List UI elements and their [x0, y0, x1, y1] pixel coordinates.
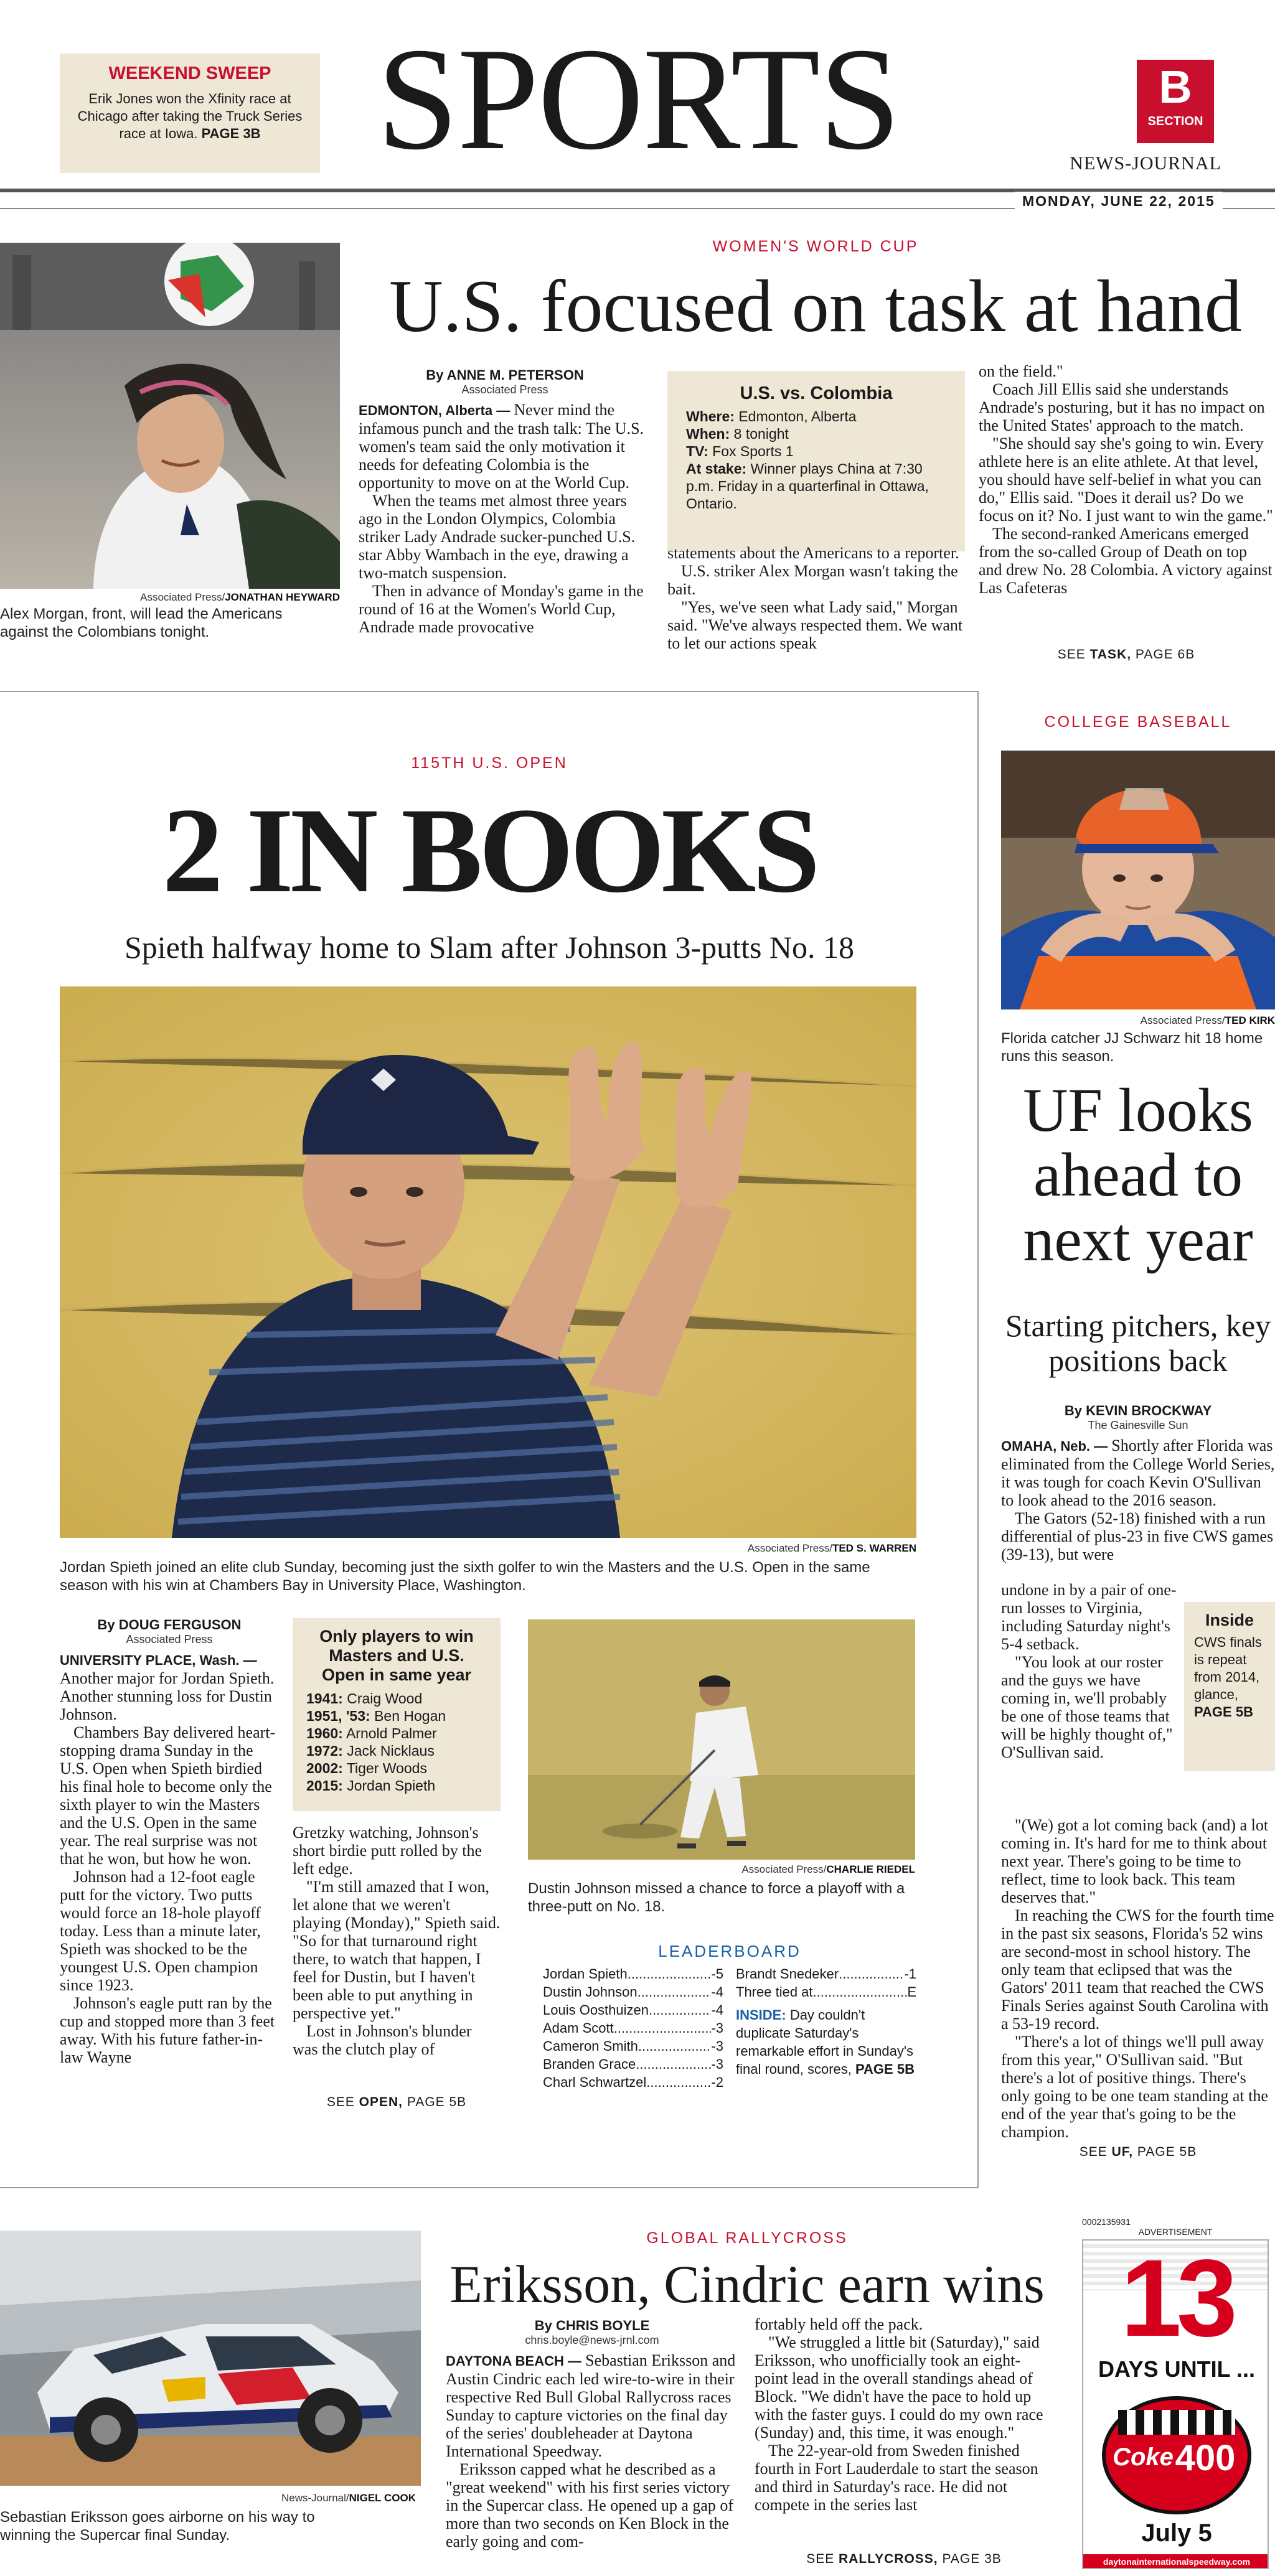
player-name: Branden Grace	[543, 2056, 636, 2072]
winners-list	[306, 1690, 487, 1794]
headline-rally[interactable]: Eriksson, Cindric earn wins	[449, 2254, 1045, 2314]
caption-wwc: Alex Morgan, front, will lead the Americans against the Colombians tonight.	[0, 606, 283, 640]
paragraph-text: "You look at our roster and the guys we have coming in, we'll probably be one of those teams that will be highly thought of," O'Sullivan said.	[1001, 1653, 1173, 1761]
player-score: -4	[711, 1984, 723, 2000]
caption-rally: Sebastian Eriksson goes airborne on his way to winning the Supercar final Sunday.	[0, 2509, 315, 2544]
photo-rallycross	[0, 2231, 421, 2486]
leader-dots	[636, 2055, 711, 2073]
leaderboard-row	[543, 1983, 723, 2001]
leaderboard-row	[543, 2073, 723, 2091]
uf-col-top	[1001, 1436, 1275, 1563]
paragraph	[755, 2333, 1053, 2442]
paragraph	[1001, 1581, 1182, 1653]
dateline: DAYTONA BEACH —	[446, 2353, 586, 2369]
player-name: Jordan Spieth	[543, 1966, 628, 1982]
winner-name: Jack Nicklaus	[347, 1743, 435, 1759]
byline-wwc: By ANNE M. PETERSON Associated Press	[426, 367, 584, 396]
kicker-wwc: WOMEN'S WORLD CUP	[712, 238, 919, 255]
paragraph	[293, 1878, 501, 2022]
issue-date: MONDAY, JUNE 22, 2015	[1015, 192, 1223, 211]
paragraph	[979, 525, 1274, 597]
winner-name: Tiger Woods	[346, 1760, 427, 1776]
player-score: -4	[711, 2002, 723, 2018]
paragraph	[60, 1994, 281, 2066]
dateline: UNIVERSITY PLACE, Wash. —	[60, 1652, 257, 1668]
paragraph	[446, 2351, 738, 2460]
winner-row	[306, 1777, 487, 1794]
uf-inside-box[interactable]	[1184, 1602, 1275, 1771]
ad-brand: Coke	[1113, 2443, 1174, 2471]
ad-coke-400[interactable]	[1082, 2239, 1269, 2569]
paragraph	[1001, 1816, 1275, 1906]
see-uf-link[interactable]: SEE UF, PAGE 5B	[1079, 2145, 1197, 2159]
leaderboard-right	[736, 1965, 916, 2001]
player-name: Louis Oosthuizen	[543, 2002, 649, 2018]
kicker-rally: GLOBAL RALLYCROSS	[646, 2229, 848, 2247]
kicker-uf: COLLEGE BASEBALL	[1044, 713, 1232, 731]
winner-row	[306, 1707, 487, 1725]
paragraph-text: Johnson had a 12-foot eagle putt for the victory. Two putts would force an 18-hole playoff today. Less than a minute later, Spieth was shocked to be the youngest U.S. Open champion since 1923.	[60, 1868, 261, 1994]
winners-box-title: Only players to win Masters and U.S. Open in same year	[319, 1627, 474, 1684]
paragraph-text: Then in advance of Monday's game in the round of 16 at the Women's World Cup, Andrade made provocative	[359, 582, 644, 636]
paragraph	[1001, 1436, 1275, 1509]
uf-inside-title: Inside	[1205, 1611, 1254, 1629]
paragraph	[979, 434, 1274, 525]
leaderboard-row	[543, 1965, 723, 1983]
player-score: -5	[711, 1966, 723, 1982]
promo-box[interactable]	[60, 54, 320, 173]
leaderboard-title: LEADERBOARD	[658, 1942, 801, 1960]
ad-url: daytonainternationalspeedway.com	[1083, 2554, 1269, 2569]
see-rally-link[interactable]: SEE RALLYCROSS, PAGE 3B	[806, 2552, 1002, 2566]
dateline: EDMONTON, Alberta —	[359, 403, 514, 418]
winner-row	[306, 1759, 487, 1777]
headline-wwc[interactable]: U.S. focused on task at hand	[389, 265, 1242, 347]
leader-dots	[813, 1983, 908, 2001]
paragraph	[755, 2315, 1053, 2333]
rally-col1	[446, 2351, 738, 2550]
paragraph-text: "I'm still amazed that I won, let alone that we weren't playing (Monday)," Spieth said. "So for that turnaround right there, to watch that happen, I feel for Dustin, but I haven't been able to put anything in perspective yet."	[293, 1878, 501, 2022]
byline-open: By DOUG FERGUSON Associated Press	[97, 1617, 242, 1646]
caption-dj: Dustin Johnson missed a chance to force a playoff with a three-putt on No. 18.	[528, 1880, 905, 1915]
ad-id: 0002135931	[1082, 2217, 1131, 2227]
leader-dots	[839, 1965, 904, 1983]
deck-open: Spieth halfway home to Slam after Johnson 3-putts No. 18	[124, 930, 855, 965]
winners-box	[293, 1618, 501, 1811]
photo-credit-wwc: Associated Press/JONATHAN HEYWARD	[140, 591, 340, 603]
open-col2	[293, 1824, 501, 2058]
paragraph	[1001, 2033, 1275, 2141]
paragraph-text: U.S. striker Alex Morgan wasn't taking the bait.	[667, 562, 958, 598]
leaderboard-row	[736, 1965, 916, 1983]
paragraph-text: fortably held off the pack.	[755, 2315, 923, 2333]
baseball-photo	[1001, 751, 1275, 1009]
ad-days: DAYS UNTIL ...	[1098, 2356, 1256, 2382]
caption-uf: Florida catcher JJ Schwarz hit 18 home runs this season.	[1001, 1030, 1263, 1065]
paragraph-text: The 22-year-old from Sweden finished fourth in Fort Lauderdale to start the season and third in Saturday's race. He did not compete in the series last	[755, 2442, 1038, 2514]
promo-text: Erik Jones won the Xfinity race at Chicago after taking the Truck Series race at Iowa. PAGE 3B	[77, 91, 303, 141]
paragraph-text: Gretzky watching, Johnson's short birdie putt rolled by the left edge.	[293, 1824, 482, 1878]
photo-alex-morgan	[0, 243, 340, 589]
byline-rally: By CHRIS BOYLE chris.boyle@news-jrnl.com	[525, 2318, 659, 2346]
paragraph-text: Lost in Johnson's blunder was the clutch play of	[293, 2022, 472, 2058]
paragraph	[359, 401, 654, 492]
kicker-open: 115TH U.S. OPEN	[411, 754, 568, 772]
photo-credit-uf: Associated Press/TED KIRK	[1140, 1014, 1275, 1026]
paragraph-text: undone in by a pair of one-run losses to Virginia, including Saturday night's 5-4 setback.	[1001, 1581, 1177, 1653]
player-name: Dustin Johnson	[543, 1984, 638, 2000]
see-task-link[interactable]: SEE TASK, PAGE 6B	[1057, 647, 1195, 662]
section-letter: B	[1159, 61, 1192, 113]
paragraph	[755, 2442, 1053, 2514]
rally-col2	[755, 2315, 1053, 2514]
paragraph-text: "She should say she's going to win. Every athlete here is an elite athlete. At that level, you should have self-belief in what you can do," Ellis said. "Does it derail us? Do we focus on it? No. I just want to win the game."	[979, 434, 1273, 525]
paragraph	[60, 1651, 281, 1723]
photo-credit-dj: Associated Press/CHARLIE RIEDEL	[741, 1863, 915, 1875]
paragraph	[60, 1723, 281, 1868]
player-name: Adam Scott	[543, 2020, 614, 2036]
wwc-col1	[359, 401, 654, 636]
dateline: OMAHA, Neb. —	[1001, 1438, 1112, 1454]
leaderboard	[543, 1942, 916, 2091]
paragraph-text: Eriksson capped what he described as a "great weekend" with his first series victory in the Supercar class. He opened up a gap of more than two seconds on Ken Block in the early going and com-	[446, 2460, 734, 2550]
player-score: -3	[711, 2038, 723, 2054]
winner-year: 1941:	[306, 1690, 343, 1707]
winner-name: Craig Wood	[347, 1690, 423, 1707]
player-score: -2	[711, 2074, 723, 2090]
player-name: Brandt Snedeker	[736, 1966, 839, 1982]
checkered-flag-icon	[1118, 2410, 1235, 2435]
wwc-factbox	[667, 371, 965, 551]
paragraph-text: Never mind the infamous punch and the trash talk: The U.S. women's team said the only motivation it needs for defeating Colombia is the opportunity to move on at the World Cup.	[359, 401, 644, 492]
wwc-col3	[979, 362, 1274, 597]
ad-date: July 5	[1141, 2519, 1212, 2547]
paragraph	[979, 362, 1274, 380]
player-score: -3	[711, 2056, 723, 2072]
winner-year: 2002:	[306, 1760, 343, 1776]
uf-col-narrow	[1001, 1581, 1182, 1761]
winner-name: Ben Hogan	[374, 1708, 446, 1724]
leaderboard-row	[543, 2019, 723, 2037]
leaderboard-row	[543, 2001, 723, 2019]
paragraph-text: Another major for Jordan Spieth. Another stunning loss for Dustin Johnson.	[60, 1669, 275, 1723]
paragraph	[293, 2022, 501, 2058]
winner-name: Jordan Spieth	[347, 1777, 436, 1794]
photo-credit-open: Associated Press/TED S. WARREN	[747, 1542, 916, 1554]
factbox-when: When: 8 tonight	[686, 426, 789, 442]
leaderboard-row	[543, 2055, 723, 2073]
paragraph-text: Sebastian Eriksson and Austin Cindric each led wire-to-wire in their respective Red Bull Global Rallycross races Sunday to capture victories on the final day of the series' doubleheader at Daytona International Speedway.	[446, 2351, 736, 2460]
section-badge	[1137, 60, 1214, 143]
winner-row	[306, 1725, 487, 1742]
caption-open: Jordan Spieth joined an elite club Sunday, becoming just the sixth golfer to win the Masters and the U.S. Open in the same season with his win at Chambers Bay in University Place, Washington.	[60, 1559, 870, 1594]
leader-dots	[646, 2073, 711, 2091]
paragraph	[1001, 1906, 1275, 2033]
winner-year: 1972:	[306, 1743, 343, 1759]
paragraph-text: "We struggled a little bit (Saturday)," said Eriksson, who unofficially took an eight-point lead in the overall standings ahead of Block. "We didn't have the pace to hold up with the faster guys. I could do my own race (Sunday) and, this time, it was enough."	[755, 2333, 1043, 2442]
paragraph-text: on the field."	[979, 362, 1063, 380]
paragraph-text: Chambers Bay delivered heart-stopping drama Sunday in the U.S. Open when Spieth birdied his final hole to become only the sixth player to win the Masters and the U.S. Open in the same year. The real surprise was not that he won, but how he won.	[60, 1723, 276, 1868]
leader-dots	[638, 2037, 712, 2055]
paragraph-text: The Gators (52-18) finished with a run differential of plus-23 in five CWS games (39-13), but were	[1001, 1509, 1274, 1563]
paragraph-text: "Yes, we've seen what Lady said," Morgan said. "We've always respected them. We want to let our actions speak	[667, 598, 963, 652]
paragraph	[1001, 1653, 1182, 1761]
paper-name: NEWS-JOURNAL	[1070, 153, 1221, 174]
paragraph-text: "(We) got a lot coming back (and) a lot coming in. It's hard for me to think about next year. There's going to be time to reflect, time to look back. This team deserves that."	[1001, 1816, 1269, 1906]
photo-dustin-johnson	[528, 1619, 915, 1860]
factbox-tv: TV: Fox Sports 1	[686, 443, 794, 459]
paragraph	[1001, 1509, 1275, 1563]
ad-label: ADVERTISEMENT	[1138, 2227, 1213, 2237]
paragraph-text: "There's a lot of things we'll pull away from this year," O'Sullivan said. "But there's a lot of positive things. There's only going to be one team standing at the end of the year that's going to be the champion.	[1001, 2033, 1268, 2141]
headline-open[interactable]: 2 IN BOOKS	[162, 783, 817, 918]
rally-car-photo	[0, 2231, 421, 2486]
paragraph	[293, 1824, 501, 1878]
paragraph-text: Coach Jill Ellis said she understands Andrade's posturing, but it has no impact on the United States' approach to the match.	[979, 380, 1265, 434]
winner-row	[306, 1690, 487, 1707]
paragraph	[359, 492, 654, 582]
paragraph	[979, 380, 1274, 434]
winner-year: 2015:	[306, 1777, 343, 1794]
player-name: Cameron Smith	[543, 2038, 638, 2054]
photo-jordan-spieth	[60, 986, 916, 1538]
player-score: E	[907, 1984, 916, 2000]
paragraph-text: When the teams met almost three years ago in the London Olympics, Colombia striker Lady Andrade sucker-punched U.S. star Abby Wambach in the eye, drawing a two-match suspension.	[359, 492, 636, 582]
see-open-link[interactable]: SEE OPEN, PAGE 5B	[326, 2095, 467, 2109]
deck-uf: Starting pitchers, key positions back	[1005, 1308, 1271, 1378]
paragraph	[667, 598, 965, 652]
promo-title: WEEKEND SWEEP	[108, 63, 271, 83]
winner-year: 1960:	[306, 1725, 343, 1741]
section-word: SECTION	[1147, 115, 1203, 128]
uf-col-bottom	[1001, 1816, 1275, 2141]
factbox-stake: At stake: Winner plays China at 7:30 p.m. Friday in a quarterfinal in Ottawa, Ontario.	[686, 461, 929, 512]
paragraph	[60, 1868, 281, 1994]
photo-jj-schwarz	[1001, 751, 1275, 1009]
soccer-photo	[0, 243, 340, 589]
open-col1	[60, 1651, 281, 2066]
leader-dots	[614, 2019, 712, 2037]
leaderboard-row	[736, 1983, 916, 2001]
putting-photo	[528, 1619, 915, 1860]
uf-inside-text: CWS finals is repeat from 2014, glance, PAGE 5B	[1194, 1634, 1262, 1720]
leader-dots	[638, 1983, 712, 2001]
leader-dots	[628, 1965, 712, 1983]
paragraph-text: The second-ranked Americans emerged from the so-called Group of Death on top and drew No. 28 Colombia. A victory against Las Cafeteras	[979, 525, 1273, 597]
factbox-where: Where: Edmonton, Alberta	[686, 408, 857, 424]
paragraph-text: statements about the Americans to a reporter.	[667, 544, 959, 562]
paragraph-text: Shortly after Florida was eliminated from the College World Series, it was tough for coach Kevin O'Sullivan to look ahead to the 2016 season.	[1001, 1436, 1275, 1509]
section-title: SPORTS	[377, 18, 900, 180]
ad-count: 13	[1121, 2239, 1233, 2359]
photo-credit-rally: News-Journal/NIGEL COOK	[281, 2492, 416, 2504]
paragraph	[667, 562, 965, 598]
byline-uf: By KEVIN BROCKWAY The Gainesville Sun	[1064, 1403, 1212, 1431]
leaderboard-left	[543, 1965, 723, 2091]
player-score: -3	[711, 2020, 723, 2036]
golfer-photo	[60, 986, 916, 1538]
headline-uf[interactable]: UF looks ahead to next year	[1023, 1075, 1253, 1274]
winner-row	[306, 1742, 487, 1759]
player-name: Three tied at	[736, 1984, 813, 2000]
paragraph-text: Johnson's eagle putt ran by the cup and stopped more than 3 feet away. With his future father-in-law Wayne	[60, 1994, 275, 2066]
player-score: -1	[904, 1966, 916, 1982]
paragraph	[446, 2460, 738, 2550]
ad-logo	[1102, 2396, 1251, 2514]
paragraph-text: In reaching the CWS for the fourth time in the past six seasons, Florida's 52 wins are second-most in school history. The only team that eclipsed that was the Gators' 2011 team that reached the CWS Finals Series against South Carolina with a 53-19 record.	[1001, 1906, 1274, 2033]
inside-open[interactable]: INSIDE: Day couldn't duplicate Saturday's remarkable effort in Sunday's final round, scores, PAGE 5B	[736, 2007, 915, 2077]
winner-year: 1951, '53:	[306, 1708, 370, 1724]
paragraph	[359, 582, 654, 636]
factbox-title: U.S. vs. Colombia	[740, 383, 893, 403]
wwc-col2	[667, 544, 965, 652]
leader-dots	[649, 2001, 711, 2019]
leaderboard-row	[543, 2037, 723, 2055]
ad-race: 400	[1175, 2438, 1236, 2478]
winner-name: Arnold Palmer	[346, 1725, 437, 1741]
player-name: Charl Schwartzel	[543, 2074, 647, 2090]
paragraph	[667, 544, 965, 562]
